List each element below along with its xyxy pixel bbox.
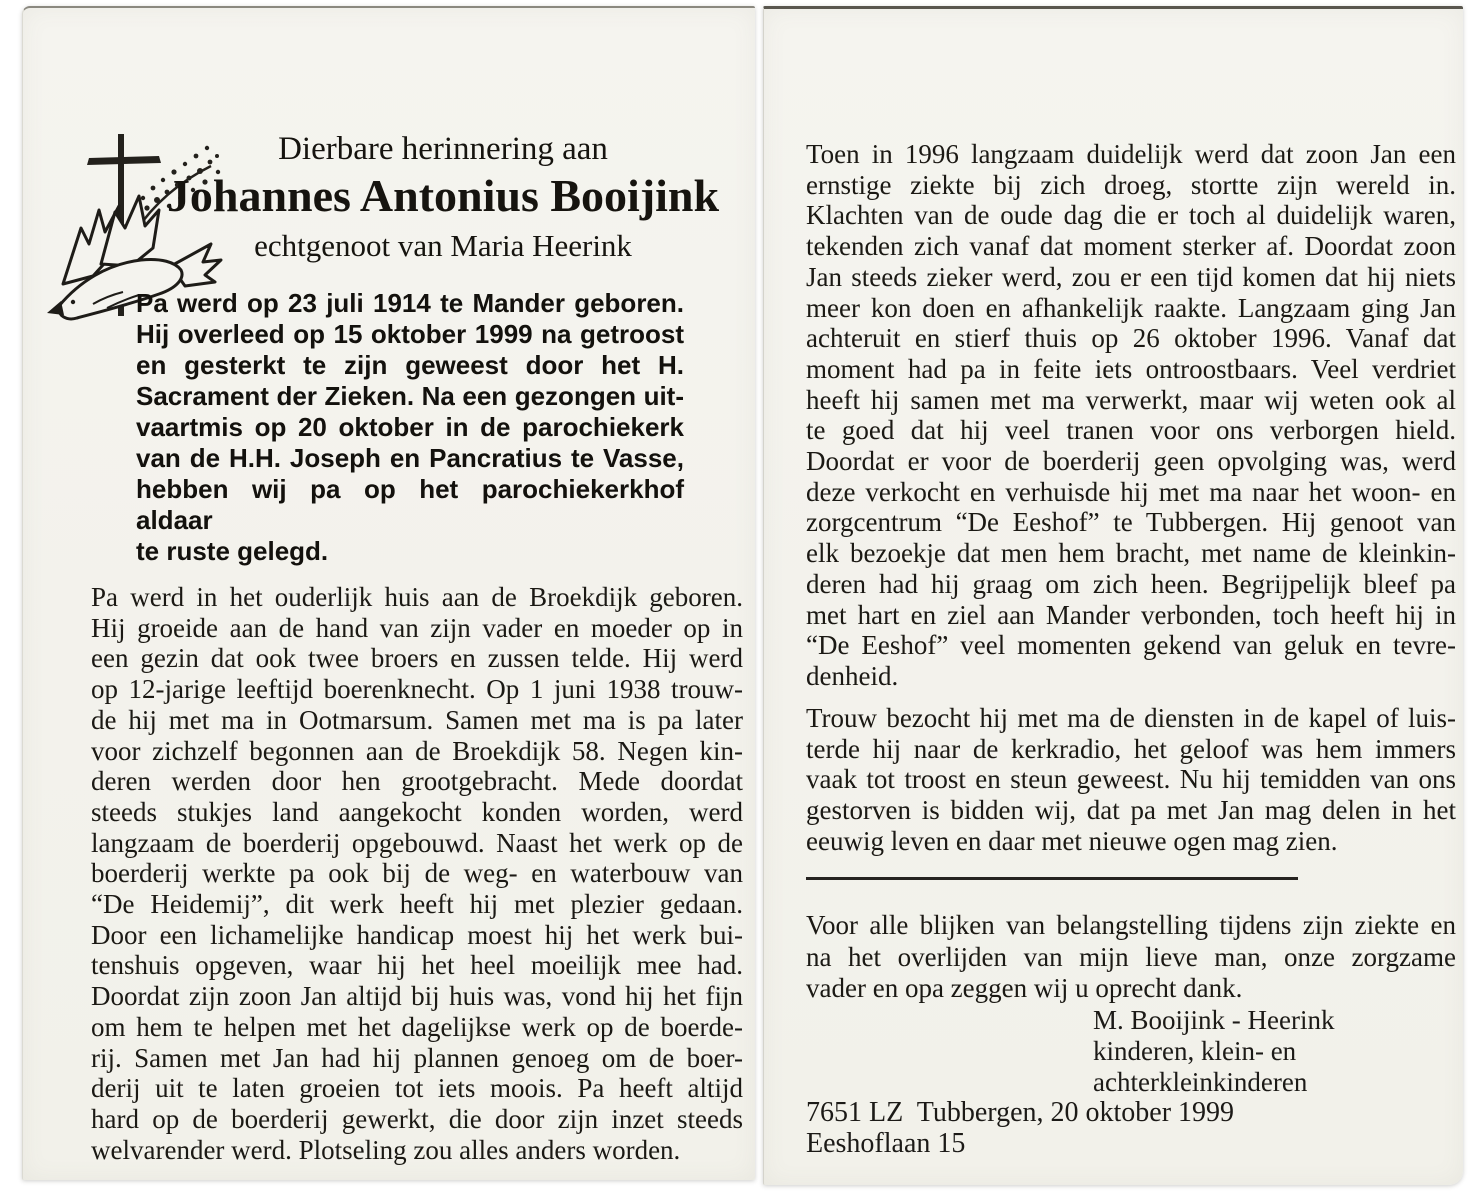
spouse-line: echtgenoot van Maria Heerink [254,228,632,263]
dove-eye [71,300,75,304]
dedication-line: Dierbare herinnering aan [278,131,608,167]
divider-rule [806,877,1298,880]
memorial-card-left-page [22,6,755,1180]
intro-paragraph: Pa werd op 23 juli 1914 te Mander geboren. Hij overleed op 15 oktober 1999 na getroost en gesterkt te zijn geweest door het H. Sacrament der Zieken. Na een gezongen uit- vaartmis op 20 oktober in de parochiekerk van de H.H. Joseph en Pancratius te Vasse, hebben wij pa op het parochiekerkhof aldaar te ruste gelegd. [136,288,684,566]
address-block: 7651 LZ Tubbergen, 20 oktober 1999 Eeshoflaan 15 [806,1097,1235,1159]
signature-block: M. Booijink - Heerink kinderen, klein- en achterkleinkinderen [1093,1005,1335,1097]
biography-paragraph-right-1: Toen in 1996 langzaam duidelijk werd dat zoon Jan een ernstige ziekte bij zich droeg, stortte zijn wereld in. Klachten van de oude dag die er toch al duidelijk waren, tekenden zich vanaf dat moment sterker af. Doordat zoon Jan steeds zieker werd, zou er een tijd komen dat hij niets meer kon doen en afhankelijk raakte. Langzaam ging Jan achteruit en stierf thuis op 26 oktober 1996. Vanaf dat moment had pa in feite iets ontroostbaars. Veel verdriet heeft hij samen met ma verwerkt, maar wij weten ook al te goed dat hij veel tranen voor ons verborgen hield. Doordat er voor de boerderij geen opvolging was, werd deze verkocht en verhuisde hij met ma naar het woon- en zorgcentrum “De Eeshof” te Tubbergen. Hij genoot van elk bezoekje dat men hem bracht, met name de kleinkin- deren had hij graag om zich heen. Begrijpelijk bleef pa met hart en ziel aan Mander verbonden, toch heeft hij in “De Eeshof” veel momenten gekend van geluk en tevre- denheid. [806,139,1456,691]
dove-beak [47,301,64,315]
memorial-card-right-page [763,6,1463,1185]
biography-paragraph-left: Pa werd in het ouderlijk huis aan de Broekdijk geboren. Hij groeide aan de hand van zijn vader en moeder op in een gezin dat ook twee broers en zussen telde. Hij werd op 12-jarige leeftijd boerenknecht. Op 1 juni 1938 trouw- de hij met ma in Ootmarsum. Samen met ma is pa later voor zichzelf begonnen aan de Broekdijk 58. Negen kin- deren werden door hen grootgebracht. Mede doordat steeds stukjes land aangekocht konden worden, werd langzaam de boerderij opgebouwd. Naast het werk op de boerderij werkte pa ook bij de weg- en waterbouw van “De Heidemij”, dit werk heeft hij met plezier gedaan. Door een lichamelijke handicap moest hij het werk bui- tenshuis opgeven, waar hij het heel moeilijk mee had. Doordat zijn zoon Jan altijd bij huis was, vond hij het fijn om hem te helpen met het dagelijkse werk op de boerde- rij. Samen met Jan had hij plannen genoeg om de boer- derij uit te laten groeien tot iets moois. Pa heeft altijd hard op de boerderij gewerkt, die door zijn inzet steeds welvarender werd. Plotseling zou alles anders worden. [91,582,743,1165]
deceased-name: Johannes Antonius Booijink [166,170,720,221]
acknowledgement-paragraph: Voor alle blijken van belangstelling tijdens zijn ziekte en na het overlijden van mijn lieve man, onze zorgzame vader en opa zeggen wij u oprecht dank. [806,910,1456,1003]
biography-paragraph-right-2: Trouw bezocht hij met ma de diensten in de kapel of luis- terde hij naar de kerkradio, het geloof was hem immers vaak tot troost en steun geweest. Nu hij temidden van ons gestorven is bidden wij, dat pa met Jan mag delen in het eeuwig leven en daar met nieuwe ogen mag zien. [806,703,1456,856]
card-title-block [143,130,743,264]
